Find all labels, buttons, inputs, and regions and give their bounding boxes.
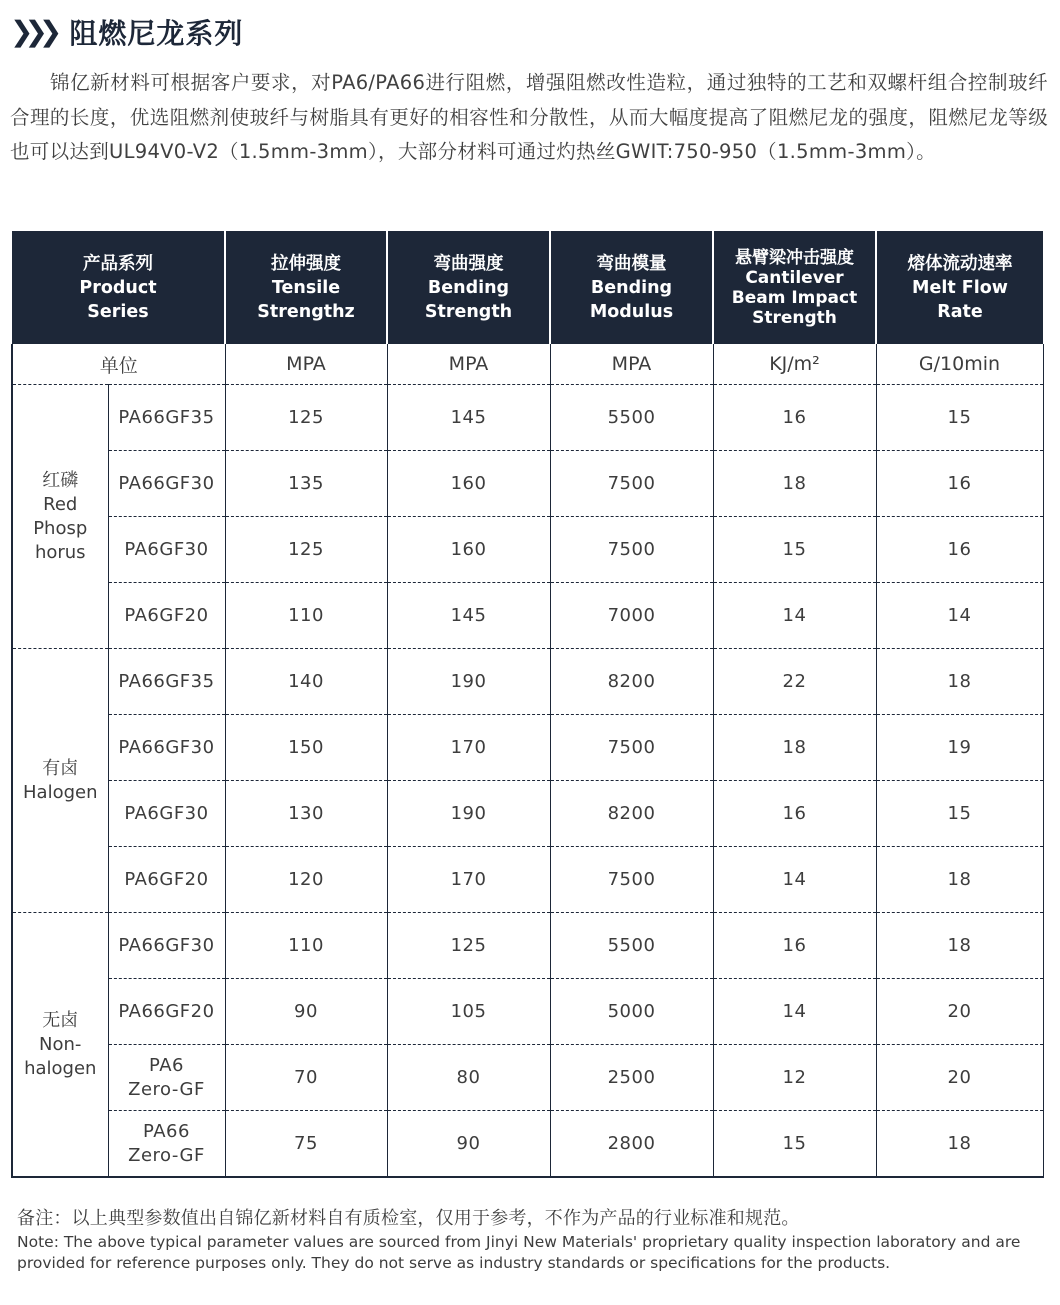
melt-flow-cell: 18 [876, 847, 1043, 913]
unit-melt-flow: G/10min [876, 344, 1043, 385]
footnote [17, 1206, 1055, 1274]
footnote-en: Note: The above typical parameter values are sourced from Jinyi New Materials' proprietary quality inspection laboratory and are provided for reference purposes only. They do not serve as industry standards or specifications for the products. [17, 1233, 1021, 1272]
bending-modulus-cell: 2500 [550, 1045, 713, 1111]
melt-flow-cell: 15 [876, 781, 1043, 847]
table-row [12, 979, 1043, 1045]
bending-modulus-cell: 8200 [550, 649, 713, 715]
melt-flow-cell: 18 [876, 649, 1043, 715]
tensile-cell: 110 [225, 913, 387, 979]
tensile-cell: 90 [225, 979, 387, 1045]
impact-cell: 15 [713, 517, 876, 583]
bending-modulus-cell: 5000 [550, 979, 713, 1045]
bending-modulus-cell: 5500 [550, 385, 713, 451]
melt-flow-cell: 14 [876, 583, 1043, 649]
series-halogen: 有卤 Halogen [12, 649, 108, 913]
units-row [12, 344, 1043, 385]
melt-flow-cell: 19 [876, 715, 1043, 781]
model-cell: PA66GF30 [108, 451, 225, 517]
model-cell: PA66GF35 [108, 385, 225, 451]
bending-strength-cell: 80 [387, 1045, 550, 1111]
bending-strength-cell: 105 [387, 979, 550, 1045]
bending-modulus-cell: 7500 [550, 715, 713, 781]
model-cell: PA6 Zero-GF [108, 1045, 225, 1111]
model-cell: PA66GF30 [108, 913, 225, 979]
bending-strength-cell: 160 [387, 451, 550, 517]
bending-modulus-cell: 2800 [550, 1111, 713, 1178]
triple-chevron-icon: ❯❯❯ [10, 15, 54, 48]
impact-cell: 16 [713, 781, 876, 847]
melt-flow-cell: 16 [876, 451, 1043, 517]
tensile-cell: 125 [225, 517, 387, 583]
table-row [12, 1045, 1043, 1111]
unit-bending-strength: MPA [387, 344, 550, 385]
table-header-row [12, 231, 1043, 344]
unit-impact: KJ/m² [713, 344, 876, 385]
impact-cell: 14 [713, 583, 876, 649]
tensile-cell: 110 [225, 583, 387, 649]
model-cell: PA6GF20 [108, 583, 225, 649]
spec-table [11, 231, 1044, 1178]
impact-cell: 12 [713, 1045, 876, 1111]
model-cell: PA6GF30 [108, 781, 225, 847]
bending-strength-cell: 170 [387, 715, 550, 781]
bending-modulus-cell: 5500 [550, 913, 713, 979]
table-row [12, 715, 1043, 781]
table-row [12, 649, 1043, 715]
model-cell: PA66 Zero-GF [108, 1111, 225, 1178]
bending-strength-cell: 145 [387, 385, 550, 451]
section-header [10, 12, 243, 52]
melt-flow-cell: 16 [876, 517, 1043, 583]
bending-modulus-cell: 8200 [550, 781, 713, 847]
intro-paragraph: 锦亿新材料可根据客户要求，对PA6/PA66进行阻燃，增强阻燃改性造粒，通过独特的工艺和双螺杆组合控制玻纤合理的长度，优选阻燃剂使玻纤与树脂具有更好的相容性和分散性，从而大幅度提高了阻燃尼龙的强度，阻燃尼龙等级也可以达到UL94V0-V2（1.5mm-3mm），大部分材料可通过灼热丝GWIT:750-950（1.5mm-3mm）。 [10, 71, 1048, 163]
impact-cell: 22 [713, 649, 876, 715]
impact-cell: 18 [713, 451, 876, 517]
bending-modulus-cell: 7500 [550, 517, 713, 583]
series-non-halogen: 无卤 Non- halogen [12, 913, 108, 1178]
tensile-cell: 120 [225, 847, 387, 913]
header-bending-modulus: 弯曲模量 Bending Modulus [550, 231, 713, 344]
series-red-phosphorus: 红磷 Red Phosp horus [12, 385, 108, 649]
bending-strength-cell: 90 [387, 1111, 550, 1178]
tensile-cell: 70 [225, 1045, 387, 1111]
bending-strength-cell: 190 [387, 649, 550, 715]
model-cell: PA66GF35 [108, 649, 225, 715]
melt-flow-cell: 20 [876, 979, 1043, 1045]
tensile-cell: 75 [225, 1111, 387, 1178]
table-row [12, 583, 1043, 649]
model-cell: PA6GF20 [108, 847, 225, 913]
model-cell: PA66GF30 [108, 715, 225, 781]
impact-cell: 14 [713, 979, 876, 1045]
melt-flow-cell: 18 [876, 913, 1043, 979]
table-row [12, 781, 1043, 847]
unit-tensile: MPA [225, 344, 387, 385]
table-row [12, 913, 1043, 979]
section-title: 阻燃尼龙系列 [69, 17, 244, 50]
table-row [12, 451, 1043, 517]
impact-cell: 16 [713, 385, 876, 451]
melt-flow-cell: 15 [876, 385, 1043, 451]
bending-modulus-cell: 7000 [550, 583, 713, 649]
impact-cell: 18 [713, 715, 876, 781]
table-row [12, 517, 1043, 583]
table-row [12, 1111, 1043, 1178]
tensile-cell: 130 [225, 781, 387, 847]
bending-modulus-cell: 7500 [550, 847, 713, 913]
model-cell: PA6GF30 [108, 517, 225, 583]
bending-strength-cell: 145 [387, 583, 550, 649]
bending-strength-cell: 125 [387, 913, 550, 979]
table-row [12, 385, 1043, 451]
bending-modulus-cell: 7500 [550, 451, 713, 517]
header-tensile: 拉伸强度 Tensile Strengthz [225, 231, 387, 344]
header-impact: 悬臂梁冲击强度 Cantilever Beam Impact Strength [713, 231, 876, 344]
tensile-cell: 125 [225, 385, 387, 451]
header-melt-flow: 熔体流动速率 Melt Flow Rate [876, 231, 1043, 344]
bending-strength-cell: 170 [387, 847, 550, 913]
tensile-cell: 150 [225, 715, 387, 781]
impact-cell: 14 [713, 847, 876, 913]
impact-cell: 15 [713, 1111, 876, 1178]
bending-strength-cell: 190 [387, 781, 550, 847]
tensile-cell: 135 [225, 451, 387, 517]
impact-cell: 16 [713, 913, 876, 979]
header-product-series: 产品系列 Product Series [12, 231, 225, 344]
bending-strength-cell: 160 [387, 517, 550, 583]
tensile-cell: 140 [225, 649, 387, 715]
model-cell: PA66GF20 [108, 979, 225, 1045]
table-row [12, 847, 1043, 913]
header-bending-strength: 弯曲强度 Bending Strength [387, 231, 550, 344]
unit-label: 单位 [12, 344, 225, 385]
melt-flow-cell: 20 [876, 1045, 1043, 1111]
footnote-cn: 备注：以上典型参数值出自锦亿新材料自有质检室，仅用于参考，不作为产品的行业标准和规范。 [17, 1208, 800, 1229]
unit-bending-modulus: MPA [550, 344, 713, 385]
melt-flow-cell: 18 [876, 1111, 1043, 1178]
